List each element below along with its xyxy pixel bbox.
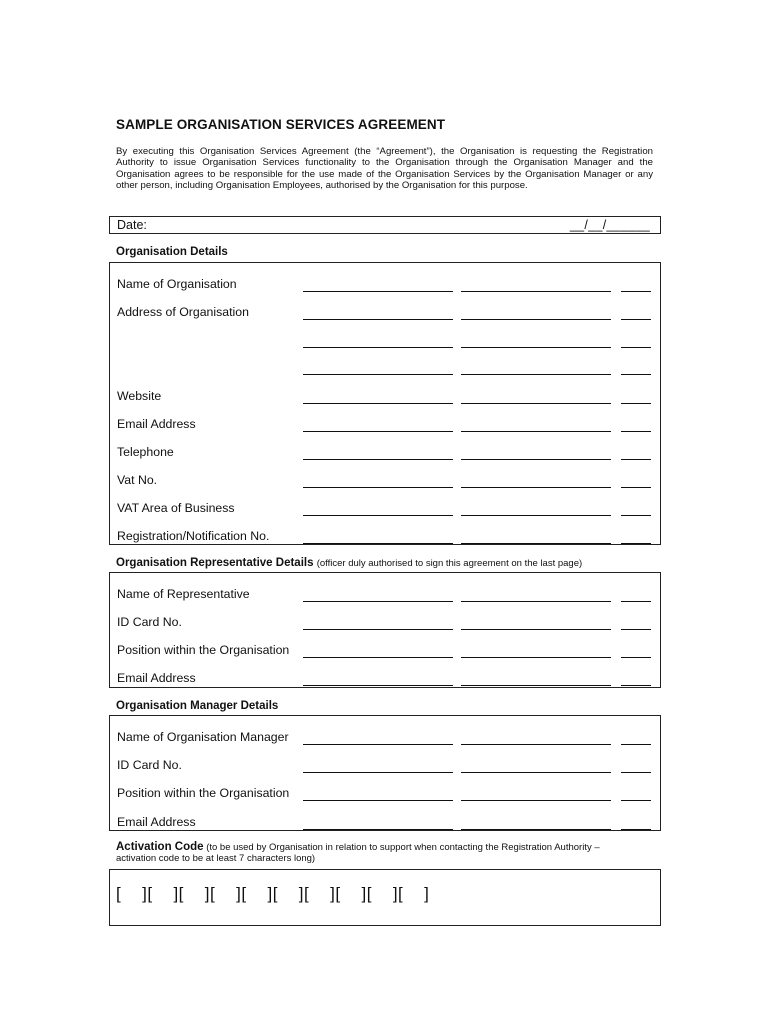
org-field-input-line-5-1[interactable] [461,431,611,432]
org-field-input-line-3-1[interactable] [461,374,611,375]
org-field-input-line-9-1[interactable] [461,543,611,544]
rep-field-input-line-1-2[interactable] [621,629,651,630]
mgr-field-input-line-3-2[interactable] [621,829,651,830]
org-field-label-5: Email Address [117,417,196,431]
mgr-field-input-line-0-1[interactable] [461,744,611,745]
date-label: Date: [117,218,147,232]
org-field-input-line-8-0[interactable] [303,515,453,516]
org-field-input-line-7-2[interactable] [621,487,651,488]
rep-field-input-line-2-0[interactable] [303,657,453,658]
mgr-field-label-0: Name of Organisation Manager [117,730,289,744]
rep-field-label-3: Email Address [117,671,196,685]
org-field-label-9: Registration/Notification No. [117,529,270,543]
rep-field-input-line-0-0[interactable] [303,601,453,602]
mgr-field-input-line-2-0[interactable] [303,800,453,801]
date-field[interactable]: __/__/______ [569,218,650,232]
rep-field-input-line-0-1[interactable] [461,601,611,602]
mgr-field-label-3: Email Address [117,815,196,829]
org-field-input-line-1-1[interactable] [461,319,611,320]
organisation-details-heading: Organisation Details [116,246,228,258]
mgr-field-input-line-0-0[interactable] [303,744,453,745]
org-field-label-1: Address of Organisation [117,305,249,319]
rep-field-input-line-1-1[interactable] [461,629,611,630]
mgr-field-input-line-1-2[interactable] [621,772,651,773]
org-field-input-line-7-0[interactable] [303,487,453,488]
rep-field-input-line-1-0[interactable] [303,629,453,630]
representative-note: (officer duly authorised to sign this agreement on the last page) [316,558,583,569]
rep-field-input-line-2-2[interactable] [621,657,651,658]
rep-field-input-line-3-1[interactable] [461,685,611,686]
org-field-label-0: Name of Organisation [117,277,237,291]
rep-field-label-2: Position within the Organisation [117,643,290,657]
representative-details-heading [116,557,582,569]
representative-heading-text: Organisation Representative Details [116,557,314,569]
org-field-input-line-5-2[interactable] [621,431,651,432]
org-field-input-line-6-0[interactable] [303,459,453,460]
mgr-field-input-line-2-1[interactable] [461,800,611,801]
activation-code-title: Activation Code [116,841,204,853]
mgr-field-label-2: Position within the Organisation [117,786,290,800]
org-field-input-line-1-0[interactable] [303,319,453,320]
org-field-input-line-4-0[interactable] [303,403,453,404]
org-field-input-line-3-2[interactable] [621,374,651,375]
activation-code-note-2: activation code to be at least 7 characters long) [116,853,316,864]
org-field-label-8: VAT Area of Business [117,501,235,515]
org-field-input-line-0-1[interactable] [461,291,611,292]
org-field-label-7: Vat No. [117,473,158,487]
mgr-field-input-line-3-0[interactable] [303,829,453,830]
date-box[interactable] [109,216,661,234]
activation-code-slots[interactable]: [ ][ ][ ][ ][ ][ ][ ][ ][ ][ ] [116,884,430,903]
mgr-field-label-1: ID Card No. [117,758,182,772]
activation-code-heading [116,842,656,864]
org-field-input-line-6-1[interactable] [461,459,611,460]
org-field-input-line-3-0[interactable] [303,374,453,375]
intro-paragraph: By executing this Organisation Services Agreement (the “Agreement”), the Organisation is requesting the Registration Authority to issue Organisation Services functionality to the Organisation through the Organisation Manager and the Organisation agrees to be responsible for the use made of the Organisation Services by the Organisation Manager or any other person, including Organisation Employees, authorised by the Organisation for this purpose. [116,146,653,191]
org-field-label-4: Website [117,389,162,403]
org-field-input-line-1-2[interactable] [621,319,651,320]
org-field-input-line-2-0[interactable] [303,347,453,348]
rep-field-label-0: Name of Representative [117,587,250,601]
org-field-input-line-0-2[interactable] [621,291,651,292]
org-field-label-6: Telephone [117,445,174,459]
rep-field-input-line-2-1[interactable] [461,657,611,658]
rep-field-input-line-3-2[interactable] [621,685,651,686]
document-title: SAMPLE ORGANISATION SERVICES AGREEMENT [116,117,446,132]
org-field-input-line-6-2[interactable] [621,459,651,460]
org-field-input-line-2-2[interactable] [621,347,651,348]
rep-field-label-1: ID Card No. [117,615,182,629]
org-field-input-line-8-2[interactable] [621,515,651,516]
mgr-field-input-line-2-2[interactable] [621,800,651,801]
org-field-input-line-4-1[interactable] [461,403,611,404]
mgr-field-input-line-0-2[interactable] [621,744,651,745]
org-field-input-line-2-1[interactable] [461,347,611,348]
manager-details-heading: Organisation Manager Details [116,700,279,712]
org-field-input-line-4-2[interactable] [621,403,651,404]
org-field-input-line-9-0[interactable] [303,543,453,544]
mgr-field-input-line-1-1[interactable] [461,772,611,773]
mgr-field-input-line-1-0[interactable] [303,772,453,773]
org-field-input-line-5-0[interactable] [303,431,453,432]
activation-code-note-1: (to be used by Organisation in relation to support when contacting the Registration Authority – [206,842,600,853]
org-field-input-line-0-0[interactable] [303,291,453,292]
rep-field-input-line-0-2[interactable] [621,601,651,602]
org-field-input-line-8-1[interactable] [461,515,611,516]
org-field-input-line-7-1[interactable] [461,487,611,488]
org-field-input-line-9-2[interactable] [621,543,651,544]
rep-field-input-line-3-0[interactable] [303,685,453,686]
mgr-field-input-line-3-1[interactable] [461,829,611,830]
